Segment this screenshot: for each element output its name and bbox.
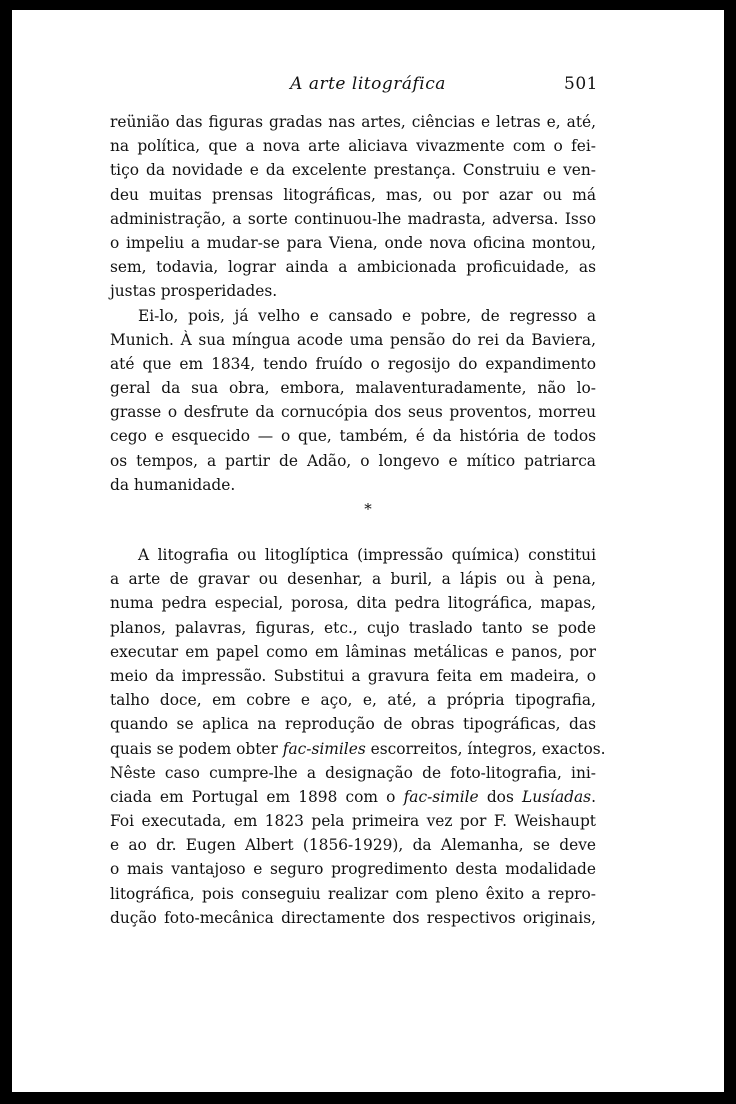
text-line: sem, todavia, lograr ainda a ambicionada proficuidade, as bbox=[110, 258, 596, 277]
text-line: tiço da novidade e da excelente prestança. Construiu e ven- bbox=[110, 161, 596, 180]
book-page bbox=[12, 10, 724, 1092]
text-line: da humanidade. bbox=[110, 475, 236, 494]
text-line: executar em papel como em lâminas metálicas e panos, por bbox=[110, 642, 596, 661]
italic-term: fac-simile bbox=[403, 787, 479, 806]
text-line: Ei-lo, pois, já velho e cansado e pobre, de regresso a bbox=[138, 306, 596, 325]
text-line: planos, palavras, figuras, etc., cujo traslado tanto se pode bbox=[110, 618, 596, 637]
text-block-1 bbox=[110, 110, 596, 497]
text-line: Foi executada, em 1823 pela primeira vez por F. Weishaupt bbox=[110, 812, 596, 831]
text-line: talho doce, em cobre e aço, e, até, a própria tipografia, bbox=[110, 691, 596, 710]
text-line-with-italic: ciada em Portugal em 1898 com o fac-simile dos Lusíadas. bbox=[110, 787, 596, 806]
text-line: numa pedra especial, porosa, dita pedra litográfica, mapas, bbox=[110, 594, 596, 613]
text-line: cego e esquecido — o que, também, é da história de todos bbox=[110, 427, 596, 446]
page-header bbox=[12, 74, 724, 98]
text-line: e ao dr. Eugen Albert (1856-1929), da Alemanha, se deve bbox=[110, 836, 596, 855]
italic-title: Lusíadas bbox=[522, 787, 592, 806]
text-line: meio da impressão. Substitui a gravura feita em madeira, o bbox=[110, 666, 596, 685]
text-line: na política, que a nova arte aliciava vivazmente com o fei- bbox=[110, 137, 596, 156]
text-line: o mais vantajoso e seguro progredimento desta modalidade bbox=[110, 860, 596, 879]
text-line: deu muitas prensas litográficas, mas, ou por azar ou má bbox=[110, 185, 596, 204]
text-line: a arte de gravar ou desenhar, a buril, a lápis ou à pena, bbox=[110, 570, 596, 589]
text-line: A litografia ou litoglíptica (impressão química) constitui bbox=[138, 546, 596, 564]
text-block-2 bbox=[110, 543, 606, 930]
text-line: os tempos, a partir de Adão, o longevo e mítico patriarca bbox=[110, 451, 596, 470]
text-line: litográfica, pois conseguiu realizar com pleno êxito a repro- bbox=[110, 884, 596, 903]
text-line: dução foto-mecânica directamente dos respectivos originais, bbox=[110, 908, 596, 927]
page-number: 501 bbox=[564, 74, 598, 94]
text-line: quando se aplica na reprodução de obras tipográficas, das bbox=[110, 715, 596, 734]
running-title: A arte litográfica bbox=[290, 74, 446, 94]
text-line: o impeliu a mudar-se para Viena, onde nova oficina montou, bbox=[110, 233, 596, 252]
text-line: Nêste caso cumpre-lhe a designação de foto-litografia, ini- bbox=[110, 763, 596, 782]
text-line: grasse o desfrute da cornucópia dos seus proventos, morreu bbox=[110, 403, 596, 422]
text-line: administração, a sorte continuou-lhe madrasta, adversa. Isso bbox=[110, 209, 596, 228]
italic-term: fac-similes bbox=[282, 739, 366, 758]
section-separator: * bbox=[364, 500, 372, 518]
text-line-with-italic: quais se podem obter fac-similes escorreitos, íntegros, exactos. bbox=[110, 739, 606, 758]
text-line: justas prosperidades. bbox=[110, 282, 278, 301]
text-line: Munich. À sua míngua acode uma pensão do rei da Baviera, bbox=[110, 330, 596, 349]
text-line: reünião das figuras gradas nas artes, ciências e letras e, até, bbox=[110, 113, 596, 131]
text-line: geral da sua obra, embora, malaventuradamente, não lo- bbox=[110, 379, 596, 398]
text-line: até que em 1834, tendo fruído o regosijo do expandimento bbox=[110, 354, 596, 373]
